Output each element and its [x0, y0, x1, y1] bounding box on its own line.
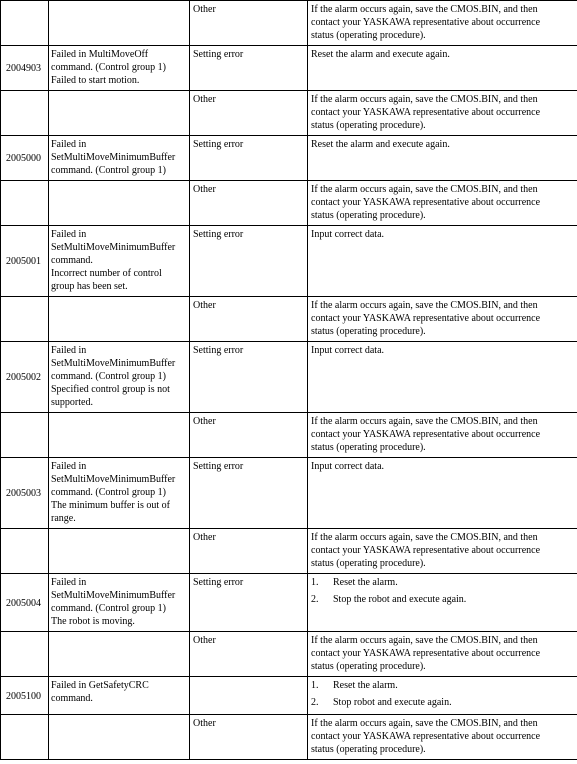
- cause-cell: [49, 413, 190, 458]
- alarm-table-body: [1, 1, 577, 760]
- cause-line: Failed in: [51, 139, 87, 150]
- remedy-line: contact your YASKAWA representative about occurrence: [311, 648, 541, 659]
- detail-cell: Setting error: [190, 458, 308, 529]
- alarm-code-cell: [1, 413, 49, 458]
- cause-line: command.: [51, 255, 93, 266]
- table-row: [1, 413, 577, 458]
- alarm-code-cell: 2005004: [1, 574, 49, 632]
- cause-cell: [49, 181, 190, 226]
- remedy-step: [311, 593, 575, 606]
- alarm-code-cell: [1, 529, 49, 574]
- table-row: [1, 529, 577, 574]
- cause-line: supported.: [51, 397, 93, 408]
- detail-cell: Other: [190, 529, 308, 574]
- table-row: [1, 677, 577, 715]
- step-text: Reset the alarm.: [333, 577, 398, 588]
- cause-line: range.: [51, 513, 76, 524]
- cause-line: Specified control group is not: [51, 384, 170, 395]
- remedy-line: contact your YASKAWA representative about occurrence: [311, 313, 541, 324]
- remedy-line: status (operating procedure).: [311, 120, 426, 131]
- cause-line: Failed in: [51, 577, 87, 588]
- remedy-line: Input correct data.: [311, 345, 385, 356]
- alarm-code-cell: [1, 715, 49, 760]
- cause-cell: [49, 91, 190, 136]
- cause-line: Failed in MultiMoveOff: [51, 49, 149, 60]
- remedy-line: contact your YASKAWA representative about occurrence: [311, 545, 541, 556]
- remedy-line: If the alarm occurs again, save the CMOS.BIN, and then: [311, 300, 538, 311]
- remedy-cell: [308, 632, 577, 677]
- remedy-cell: [308, 574, 577, 632]
- remedy-line: contact your YASKAWA representative about occurrence: [311, 731, 541, 742]
- remedy-line: If the alarm occurs again, save the CMOS.BIN, and then: [311, 532, 538, 543]
- cause-line: command.: [51, 693, 93, 704]
- step-text: Stop robot and execute again.: [333, 697, 452, 708]
- detail-cell: [190, 677, 308, 715]
- cause-cell: [49, 226, 190, 297]
- alarm-code-cell: 2005100: [1, 677, 49, 715]
- cause-line: command. (Control group 1): [51, 371, 166, 382]
- remedy-line: Reset the alarm and execute again.: [311, 49, 450, 60]
- alarm-code-cell: [1, 297, 49, 342]
- table-row: [1, 632, 577, 677]
- remedy-line: status (operating procedure).: [311, 558, 426, 569]
- detail-cell: Setting error: [190, 226, 308, 297]
- detail-cell: Setting error: [190, 342, 308, 413]
- remedy-line: contact your YASKAWA representative about occurrence: [311, 429, 541, 440]
- detail-cell: Setting error: [190, 136, 308, 181]
- cause-line: command. (Control group 1): [51, 487, 166, 498]
- table-row: [1, 136, 577, 181]
- alarm-code-cell: [1, 632, 49, 677]
- cause-line: SetMultiMoveMinimumBuffer: [51, 590, 176, 601]
- alarm-code-cell: [1, 91, 49, 136]
- remedy-step: [311, 696, 575, 709]
- cause-cell: [49, 297, 190, 342]
- cause-line: SetMultiMoveMinimumBuffer: [51, 358, 176, 369]
- table-row: [1, 46, 577, 91]
- detail-cell: Other: [190, 297, 308, 342]
- step-number: 2.: [311, 697, 319, 708]
- cause-line: SetMultiMoveMinimumBuffer: [51, 242, 176, 253]
- remedy-line: status (operating procedure).: [311, 661, 426, 672]
- remedy-step: [311, 679, 575, 692]
- cause-cell: [49, 529, 190, 574]
- remedy-line: status (operating procedure).: [311, 30, 426, 41]
- alarm-code-cell: 2004903: [1, 46, 49, 91]
- remedy-cell: [308, 91, 577, 136]
- detail-cell: Other: [190, 632, 308, 677]
- cause-cell: [49, 46, 190, 91]
- cause-line: Failed to start motion.: [51, 75, 140, 86]
- remedy-line: status (operating procedure).: [311, 744, 426, 755]
- alarm-code-cell: 2005003: [1, 458, 49, 529]
- cause-line: The robot is moving.: [51, 616, 135, 627]
- remedy-cell: [308, 136, 577, 181]
- remedy-line: If the alarm occurs again, save the CMOS.BIN, and then: [311, 416, 538, 427]
- table-row: [1, 297, 577, 342]
- remedy-cell: [308, 46, 577, 91]
- table-row: [1, 715, 577, 760]
- alarm-code-cell: 2005002: [1, 342, 49, 413]
- remedy-steps-list: [311, 576, 575, 606]
- alarm-code-cell: 2005001: [1, 226, 49, 297]
- cause-cell: [49, 715, 190, 760]
- detail-cell: Setting error: [190, 574, 308, 632]
- cause-line: Failed in: [51, 345, 87, 356]
- remedy-line: If the alarm occurs again, save the CMOS.BIN, and then: [311, 94, 538, 105]
- step-text: Stop the robot and execute again.: [333, 594, 467, 605]
- cause-line: Failed in: [51, 461, 87, 472]
- remedy-cell: [308, 1, 577, 46]
- remedy-line: If the alarm occurs again, save the CMOS.BIN, and then: [311, 4, 538, 15]
- cause-cell: [49, 632, 190, 677]
- cause-cell: [49, 458, 190, 529]
- remedy-cell: [308, 181, 577, 226]
- remedy-cell: [308, 226, 577, 297]
- cause-line: Failed in GetSafetyCRC: [51, 680, 149, 691]
- cause-line: Failed in: [51, 229, 87, 240]
- cause-line: command. (Control group 1): [51, 62, 166, 73]
- remedy-cell: [308, 458, 577, 529]
- detail-cell: Other: [190, 715, 308, 760]
- remedy-line: If the alarm occurs again, save the CMOS.BIN, and then: [311, 635, 538, 646]
- remedy-line: status (operating procedure).: [311, 210, 426, 221]
- remedy-line: status (operating procedure).: [311, 326, 426, 337]
- remedy-line: status (operating procedure).: [311, 442, 426, 453]
- step-number: 1.: [311, 577, 319, 588]
- table-row: [1, 458, 577, 529]
- cause-line: SetMultiMoveMinimumBuffer: [51, 152, 176, 163]
- remedy-steps-list: [311, 679, 575, 709]
- remedy-cell: [308, 342, 577, 413]
- cause-cell: [49, 1, 190, 46]
- remedy-cell: [308, 529, 577, 574]
- table-row: [1, 91, 577, 136]
- step-text: Reset the alarm.: [333, 680, 398, 691]
- remedy-line: If the alarm occurs again, save the CMOS.BIN, and then: [311, 184, 538, 195]
- remedy-cell: [308, 413, 577, 458]
- alarm-code-cell: [1, 181, 49, 226]
- remedy-line: Input correct data.: [311, 461, 385, 472]
- cause-line: SetMultiMoveMinimumBuffer: [51, 474, 176, 485]
- cause-line: The minimum buffer is out of: [51, 500, 170, 511]
- alarm-code-cell: 2005000: [1, 136, 49, 181]
- cause-cell: [49, 574, 190, 632]
- remedy-line: contact your YASKAWA representative about occurrence: [311, 197, 541, 208]
- remedy-cell: [308, 297, 577, 342]
- cause-line: command. (Control group 1): [51, 603, 166, 614]
- step-number: 2.: [311, 594, 319, 605]
- remedy-line: Input correct data.: [311, 229, 385, 240]
- cause-cell: [49, 342, 190, 413]
- detail-cell: Other: [190, 91, 308, 136]
- step-number: 1.: [311, 680, 319, 691]
- alarm-code-cell: [1, 1, 49, 46]
- table-row: [1, 1, 577, 46]
- detail-cell: Setting error: [190, 46, 308, 91]
- remedy-line: Reset the alarm and execute again.: [311, 139, 450, 150]
- remedy-step: [311, 576, 575, 589]
- detail-cell: Other: [190, 1, 308, 46]
- remedy-cell: [308, 677, 577, 715]
- cause-line: Incorrect number of control: [51, 268, 162, 279]
- cause-cell: [49, 677, 190, 715]
- table-row: [1, 181, 577, 226]
- table-row: [1, 226, 577, 297]
- remedy-line: contact your YASKAWA representative about occurrence: [311, 107, 541, 118]
- cause-line: command. (Control group 1): [51, 165, 166, 176]
- cause-line: group has been set.: [51, 281, 128, 292]
- remedy-cell: [308, 715, 577, 760]
- detail-cell: Other: [190, 413, 308, 458]
- cause-cell: [49, 136, 190, 181]
- remedy-line: If the alarm occurs again, save the CMOS.BIN, and then: [311, 718, 538, 729]
- table-row: [1, 574, 577, 632]
- table-row: [1, 342, 577, 413]
- detail-cell: Other: [190, 181, 308, 226]
- remedy-line: contact your YASKAWA representative about occurrence: [311, 17, 541, 28]
